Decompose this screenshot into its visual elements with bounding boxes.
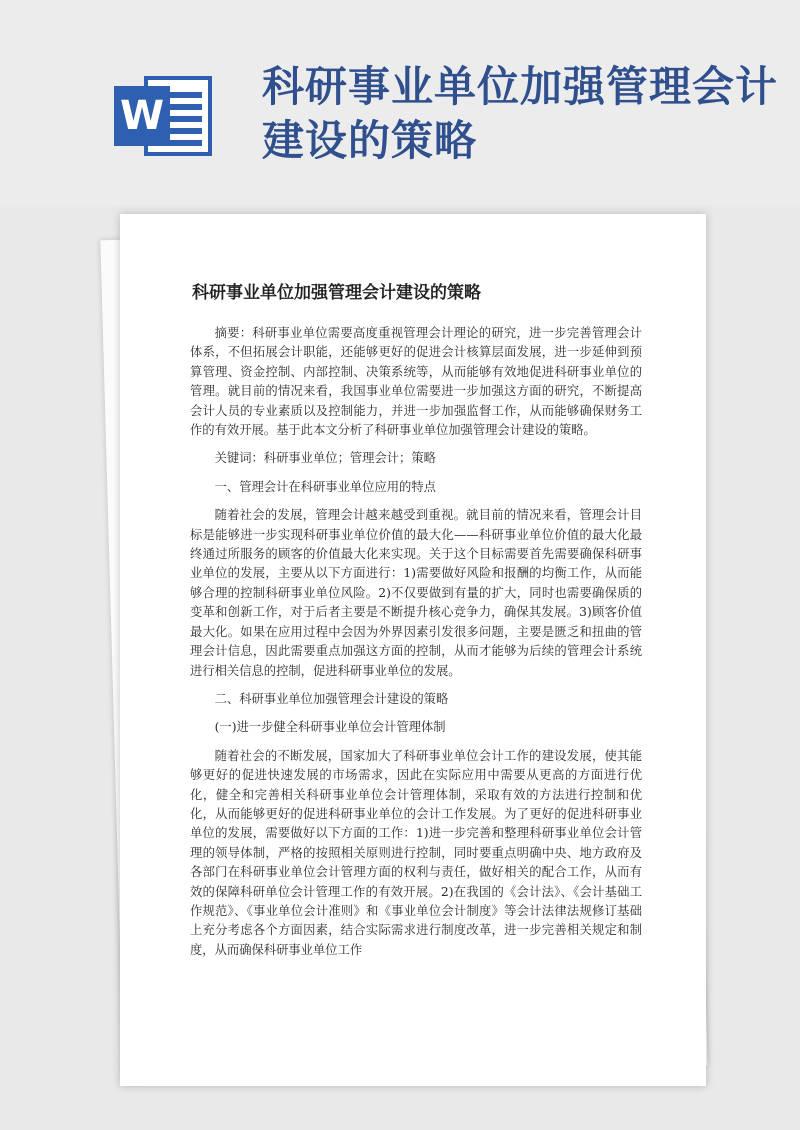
svg-text:W: W: [119, 93, 165, 139]
abstract-paragraph: 摘要：科研事业单位需要高度重视管理会计理论的研究，进一步完善管理会计体系，不但拓展会计职能，还能够更好的促进会计核算层面发展，进一步延伸到预算管理、资金控制、内部控制、决策系统等，从而能够有效地促进科研事业单位的管理。就目前的情况来看，我国事业单位需要进一步加强这方面的研究，不断提高会计人员的专业素质以及控制能力，并进一步加强监督工作，从而能够确保财务工作的有效开展。基于此本文分析了科研事业单位加强管理会计建设的策略。: [190, 326, 642, 438]
word-document-icon: [112, 74, 214, 158]
keywords-line: 关键词：科研事业单位；管理会计；策略: [214, 451, 436, 466]
section-heading-1: 一、管理会计在科研事业单位应用的特点: [214, 479, 436, 494]
document-title: 科研事业单位加强管理会计建设的策略: [192, 283, 481, 303]
banner-title: 科研事业单位加强管理会计建设的策略: [262, 62, 779, 165]
document-body: [190, 324, 642, 969]
banner: [0, 0, 800, 205]
document-page: [120, 214, 706, 1086]
section-heading-2: 二、科研事业单位加强管理会计建设的策略: [214, 691, 449, 706]
body-paragraph: 随着社会的发展，管理会计越来越受到重视。就目前的情况来看，管理会计目标是能够进一步实现科研事业单位价值的最大化——科研事业单位价值的最大化最终通过所服务的顾客的价值最大化来实现。关于这个目标需要首先需要确保科研事业单位的发展，主要从以下方面进行：1)需要做好风险和报酬的均衡工作，从而能够合理的控制科研事业单位风险。2)不仅要做到有量的扩大，同时也需要确保质的变革和创新工作，对于后者主要是不断提升核心竞争力，确保其发展。3)顾客价值最大化。如果在应用过程中会因为外界因素引发很多问题，主要是匮乏和扭曲的管理会计信息，因此需要重点加强这方面的控制，从而才能够为后续的管理会计系统进行相关信息的控制，促进科研事业单位的发展。: [190, 508, 642, 678]
subsection-heading-1: (一)进一步健全科研事业单位会计管理体制: [214, 720, 446, 735]
body-paragraph: 随着社会的不断发展，国家加大了科研事业单位会计工作的建设发展，使其能够更好的促进快速发展的市场需求，因此在实际应用中需要从更高的方面进行优化，健全和完善相关科研事业单位会计管理体制，采取有效的方法进行控制和优化，从而能够更好的促进科研事业单位的会计工作发展。为了更好的促进科研事业单位的发展，需要做好以下方面的工作：1)进一步完善和整理科研事业单位会计管理的领导体制，严格的按照相关原则进行控制，同时要重点明确中央、地方政府及各部门在科研事业单位会计管理方面的权利与责任，做好相关的配合工作，从而有效的保障科研单位会计管理工作的有效开展。2)在我国的《会计法》、《会计基础工作规范》、《事业单位会计准则》和《事业单位会计制度》等会计法律法规修订基础上充分考虑各个方面因素，结合实际需求进行制度改革，进一步完善相关规定和制度，从而确保科研事业单位工作: [190, 748, 642, 957]
